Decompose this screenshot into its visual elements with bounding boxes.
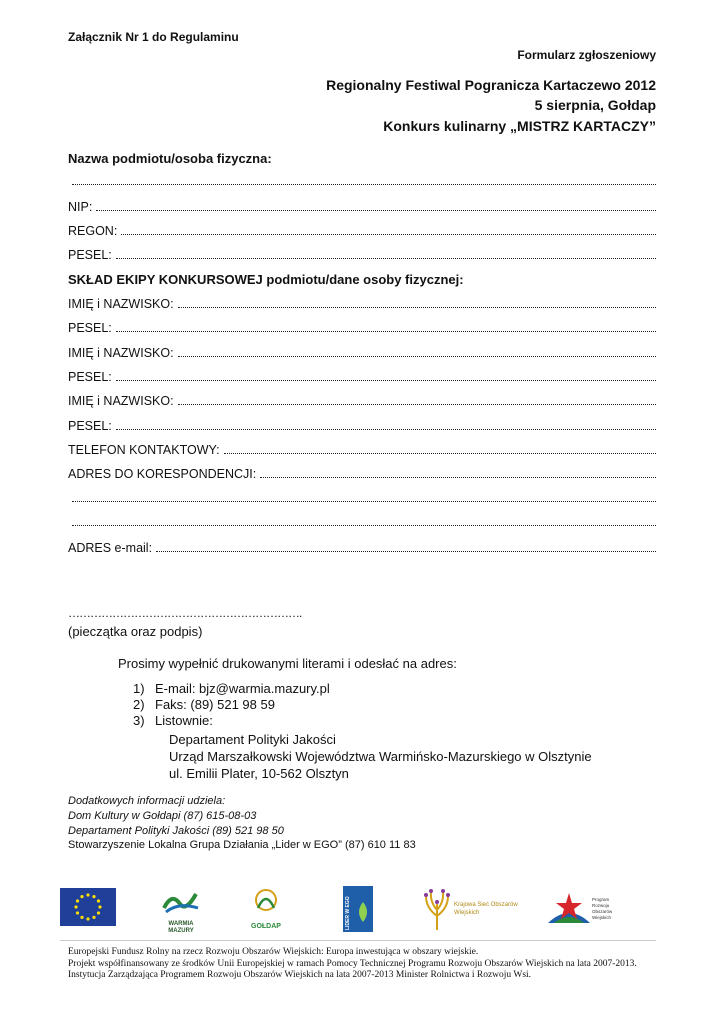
instructions-intro: Prosimy wypełnić drukowanymi literami i odesłać na adres: (118, 656, 457, 671)
lider-logo-text: LIDER W EGO (345, 896, 351, 930)
warmia-mazury-logo (156, 886, 206, 932)
field-label: PESEL: (68, 419, 112, 433)
field-label: ADRES DO KORESPONDENCJI: (68, 467, 257, 481)
contact-list (133, 681, 330, 729)
member-pesel-field[interactable] (68, 321, 656, 335)
member-pesel-field[interactable] (68, 370, 656, 384)
field-label: IMIĘ i NAZWISKO: (68, 297, 174, 311)
list-item: 3) Listownie: (133, 713, 213, 728)
info-heading: Dodatkowych informacji udziela: (68, 795, 226, 807)
dotted-line (156, 542, 656, 552)
dotted-line (116, 322, 656, 332)
dotted-line (178, 298, 656, 308)
field-label: IMIĘ i NAZWISKO: (68, 346, 174, 360)
lider-w-ego-logo (343, 886, 377, 932)
postal-address (169, 731, 592, 782)
form-type-label: Formularz zgłoszeniowy (517, 48, 656, 62)
eu-flag-logo (60, 886, 116, 932)
dotted-line (116, 371, 656, 381)
dotted-line (178, 395, 656, 405)
goldap-logo (242, 886, 290, 932)
nip-field[interactable] (68, 200, 656, 214)
footer-divider (60, 940, 656, 941)
dotted-line (178, 347, 656, 357)
team-heading: SKŁAD EKIPY KONKURSOWEJ podmiotu/dane osoby fizycznej: (68, 272, 464, 287)
goldap-logo-text: GOŁDAP (251, 923, 281, 930)
dotted-line (121, 225, 656, 235)
title-line-2: 5 sierpnia, Gołdap (534, 97, 656, 113)
signature-line: ………………………………………………………. (68, 606, 302, 620)
lider-badge (343, 886, 373, 932)
prow-emblem-icon (546, 889, 592, 929)
email-field[interactable] (68, 541, 656, 555)
dotted-line (72, 175, 656, 185)
dotted-line (72, 516, 656, 526)
address-field-cont[interactable] (68, 492, 656, 502)
dotted-line (72, 492, 656, 502)
member-name-field[interactable] (68, 346, 656, 360)
list-item: 2) Faks: (89) 521 98 59 (133, 697, 275, 712)
field-label: NIP: (68, 200, 93, 214)
lider-leaf-icon (355, 900, 371, 924)
list-item: 1) E-mail: bjz@warmia.mazury.pl (133, 681, 330, 696)
address-field[interactable] (68, 467, 656, 481)
dotted-line (116, 420, 656, 430)
field-label: PESEL: (68, 370, 112, 384)
annex-label: Załącznik Nr 1 do Regulaminu (68, 30, 239, 44)
title-line-1: Regionalny Festiwal Pogranicza Kartaczewo 2012 (326, 77, 656, 93)
member-name-field[interactable] (68, 394, 656, 408)
siec-plant-icon (420, 886, 454, 932)
field-label: REGON: (68, 224, 118, 238)
address-field-cont[interactable] (68, 516, 656, 526)
address-line: ul. Emilii Plater, 10-562 Olsztyn (169, 766, 349, 781)
member-name-field[interactable] (68, 297, 656, 311)
info-line: Departament Polityki Jakości (89) 521 98 50 (68, 825, 284, 837)
siec-logo-text: Krajowa Sieć Obszarów Wiejskich (454, 902, 518, 916)
info-last-line: Stowarzyszenie Lokalna Grupa Działania „Lider w EGO” (87) 610 11 83 (68, 839, 416, 851)
entity-name-field[interactable] (68, 175, 656, 185)
email-link[interactable]: E-mail: bjz@warmia.mazury.pl (155, 681, 330, 696)
footer-line: Europejski Fundusz Rolny na rzecz Rozwoju Obszarów Wiejskich: Europa inwestująca w obszary wiejskie. (68, 947, 479, 957)
member-pesel-field[interactable] (68, 419, 656, 433)
address-line: Urząd Marszałkowski Województwa Warmińsko-Mazurskiego w Olsztynie (169, 749, 592, 764)
additional-info (68, 794, 284, 839)
field-label: PESEL: (68, 248, 112, 262)
field-label: PESEL: (68, 321, 112, 335)
pesel-field[interactable] (68, 248, 656, 262)
field-label: IMIĘ i NAZWISKO: (68, 394, 174, 408)
field-label: ADRES e-mail: (68, 541, 153, 555)
krajowa-siec-logo (420, 886, 530, 932)
prow-logo (546, 886, 626, 932)
footer-line: Projekt współfinansowany ze środków Unii Europejskiej w ramach Pomocy Technicznej Programu Rozwoju Obszarów Wiejskich na lata 2007-2013. Instytucja Zarządzająca Programem Rozwoju Obszarów Wiejskich na lata 2007-2013 Minister Rolnictwa i Rozwoju Wsi. (68, 958, 637, 980)
field-label: TELEFON KONTAKTOWY: (68, 443, 220, 457)
dotted-line (116, 249, 656, 259)
goldap-emblem-icon (242, 886, 290, 918)
address-line: Departament Polityki Jakości (169, 732, 336, 747)
warmia-logo-text: WARMIA MAZURY (168, 921, 194, 934)
dotted-line (96, 201, 656, 211)
footer-text (68, 947, 658, 982)
signature-caption: (pieczątka oraz podpis) (68, 624, 203, 639)
info-line: Dom Kultury w Gołdapi (87) 615-08-03 (68, 810, 257, 822)
phone-field[interactable] (68, 443, 656, 457)
dotted-line (224, 444, 656, 454)
prow-logo-text: Program Rozwoju Obszarów Wiejskich (592, 897, 613, 920)
entity-heading: Nazwa podmiotu/osoba fizyczna: (68, 151, 272, 166)
dotted-line (260, 468, 656, 478)
regon-field[interactable] (68, 224, 656, 238)
warmia-wave-icon (156, 886, 206, 916)
title-line-3: Konkurs kulinarny „MISTRZ KARTACZY” (383, 118, 656, 134)
